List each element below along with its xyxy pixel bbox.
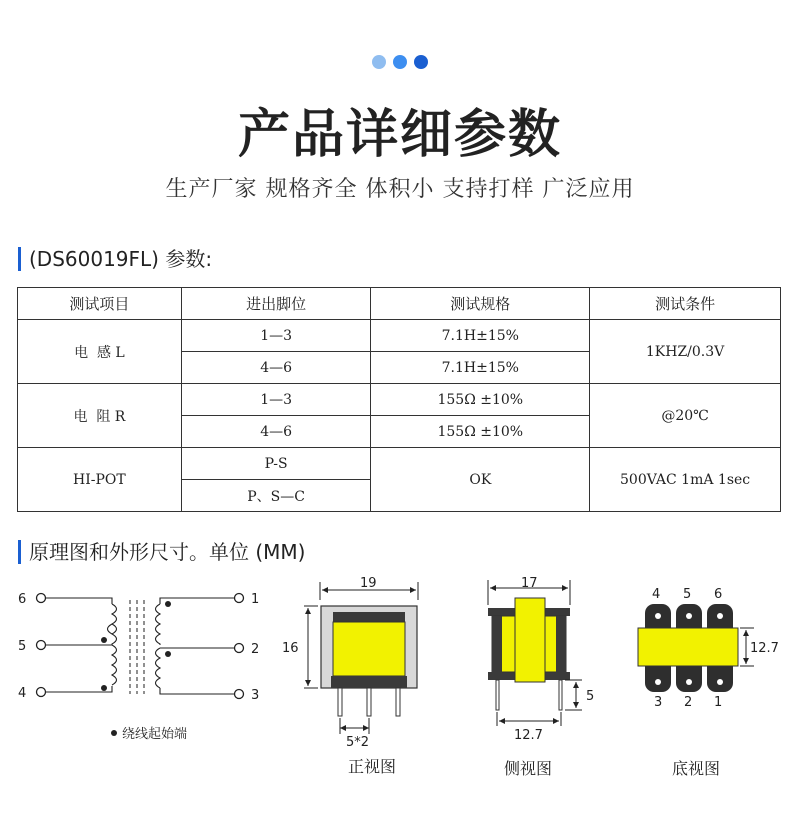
bottom-core bbox=[638, 628, 738, 666]
dimension-section-title: 原理图和外形尺寸。单位 (MM) bbox=[18, 540, 305, 564]
spec-cell: 155Ω ±10% bbox=[371, 384, 590, 416]
front-width-label: 19 bbox=[360, 576, 377, 591]
spec-table bbox=[17, 287, 781, 512]
pins-cell: 4—6 bbox=[181, 416, 371, 448]
table-row bbox=[18, 320, 781, 352]
dimension-diagrams bbox=[0, 570, 800, 820]
legend-dot-icon bbox=[111, 730, 117, 736]
decorative-dots bbox=[372, 55, 428, 69]
hipot-condition: 500VAC 1mA 1sec bbox=[590, 448, 781, 512]
resistance-item: 电 阻 R bbox=[18, 384, 182, 448]
inductance-item: 电 感 L bbox=[18, 320, 182, 384]
terminal-5 bbox=[37, 641, 46, 650]
pins-cell: 4—6 bbox=[181, 352, 371, 384]
front-view-caption: 正视图 bbox=[348, 757, 397, 776]
spec-cell: 7.1H±15% bbox=[371, 352, 590, 384]
primary-coil-lower bbox=[112, 645, 117, 685]
start-dot-icon bbox=[165, 651, 171, 657]
pin-label-6: 6 bbox=[18, 592, 27, 607]
header-pins: 进出脚位 bbox=[181, 288, 371, 320]
dot-dark bbox=[414, 55, 428, 69]
pin-label-2: 2 bbox=[251, 642, 260, 657]
start-dot-icon bbox=[165, 601, 171, 607]
side-view-diagram bbox=[488, 576, 594, 778]
terminal-6 bbox=[37, 594, 46, 603]
hipot-item: HI-POT bbox=[18, 448, 182, 512]
dot-light bbox=[372, 55, 386, 69]
schematic-legend: 绕线起始端 bbox=[122, 727, 188, 742]
header-test-item: 测试项目 bbox=[18, 288, 182, 320]
front-view-diagram bbox=[282, 576, 418, 776]
pins-cell: 1—3 bbox=[181, 384, 371, 416]
page-title: 产品详细参数 bbox=[237, 105, 562, 165]
terminal-4 bbox=[37, 688, 46, 697]
table-header-row bbox=[18, 288, 781, 320]
pin-label-5: 5 bbox=[18, 639, 27, 654]
bottom-pin-2: 2 bbox=[684, 695, 693, 710]
terminal-3 bbox=[235, 690, 244, 699]
inductance-condition: 1KHZ/0.3V bbox=[590, 320, 781, 384]
table-row bbox=[18, 384, 781, 416]
spec-cell: 7.1H±15% bbox=[371, 320, 590, 352]
primary-coil-upper bbox=[108, 604, 117, 645]
bottom-view-diagram bbox=[638, 587, 779, 778]
params-section-title: (DS60019FL) 参数: bbox=[18, 247, 212, 271]
pins-cell: P、S—C bbox=[181, 480, 371, 512]
resistance-condition: @20℃ bbox=[590, 384, 781, 448]
bottom-pin-3: 3 bbox=[654, 695, 663, 710]
schematic-diagram bbox=[18, 592, 259, 742]
side-width-label: 17 bbox=[521, 576, 538, 591]
side-pin-length-label: 5 bbox=[586, 689, 595, 704]
page-subtitle: 生产厂家 规格齐全 体积小 支持打样 广泛应用 bbox=[165, 177, 635, 202]
front-height-label: 16 bbox=[282, 641, 299, 656]
table-row bbox=[18, 448, 781, 480]
bottom-pin-6: 6 bbox=[714, 587, 723, 602]
terminal-1 bbox=[235, 594, 244, 603]
header-condition: 测试条件 bbox=[590, 288, 781, 320]
pin-label-4: 4 bbox=[18, 686, 27, 701]
bottom-height-label: 12.7 bbox=[750, 641, 779, 656]
side-base-label: 12.7 bbox=[514, 728, 543, 743]
pins-cell: 1—3 bbox=[181, 320, 371, 352]
pin-label-1: 1 bbox=[251, 592, 260, 607]
secondary-coil-lower bbox=[156, 648, 161, 688]
secondary-coil-upper bbox=[156, 604, 161, 645]
pins-cell: P-S bbox=[181, 448, 371, 480]
start-dot-icon bbox=[101, 685, 107, 691]
bottom-pin-4: 4 bbox=[652, 587, 661, 602]
front-pitch-label: 5*2 bbox=[346, 735, 370, 750]
bottom-pin-1: 1 bbox=[714, 695, 723, 710]
start-dot-icon bbox=[101, 637, 107, 643]
side-view-caption: 侧视图 bbox=[504, 759, 553, 778]
dot-medium bbox=[393, 55, 407, 69]
header-spec: 测试规格 bbox=[371, 288, 590, 320]
bottom-view-caption: 底视图 bbox=[672, 759, 721, 778]
bottom-pin-5: 5 bbox=[683, 587, 692, 602]
terminal-2 bbox=[235, 644, 244, 653]
spec-cell: 155Ω ±10% bbox=[371, 416, 590, 448]
hipot-spec: OK bbox=[371, 448, 590, 512]
pin-label-3: 3 bbox=[251, 688, 260, 703]
